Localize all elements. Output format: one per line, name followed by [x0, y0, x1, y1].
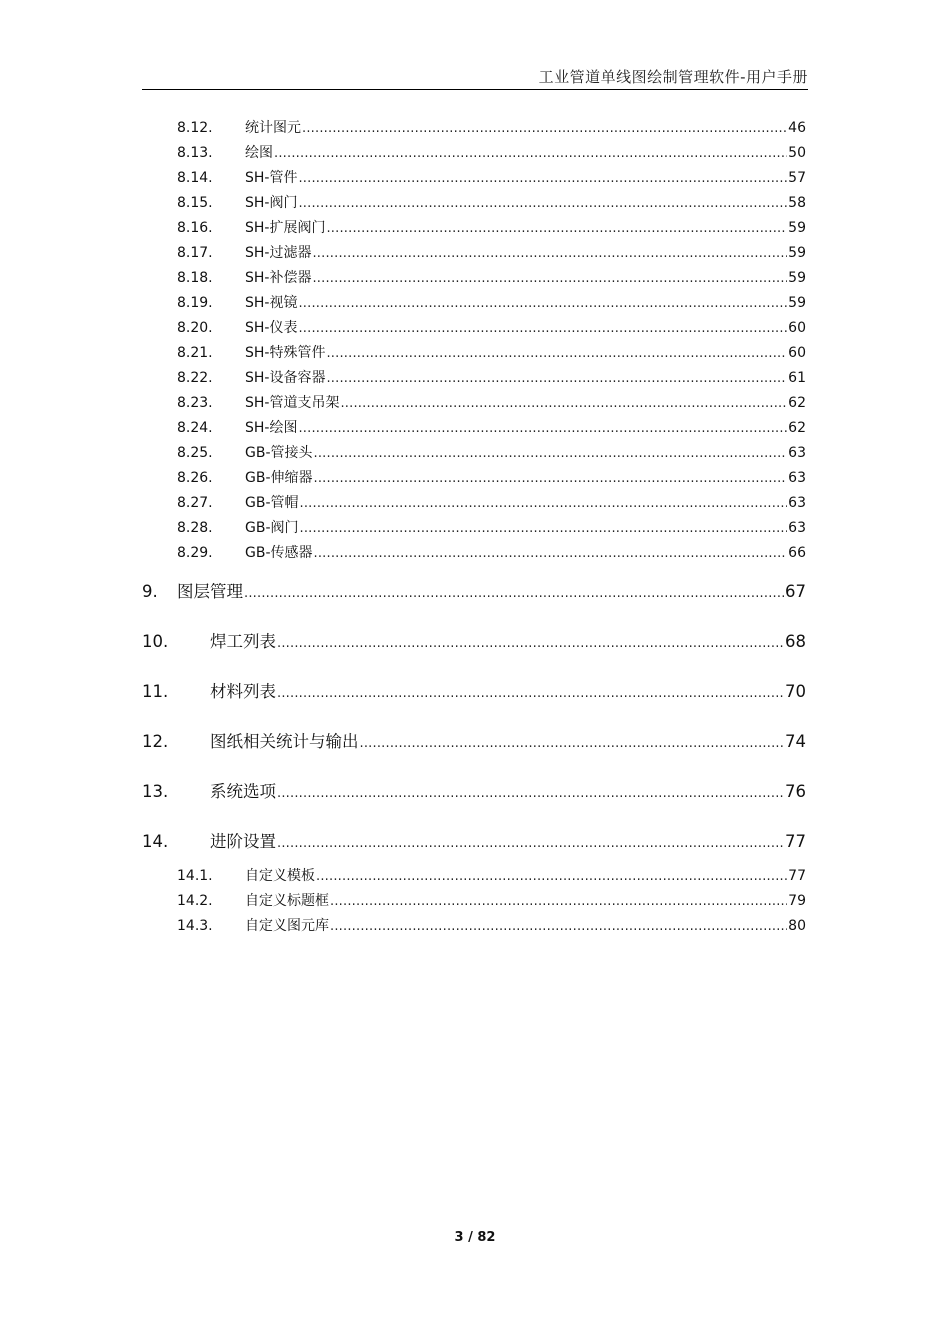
- toc-entry-page: 63: [788, 470, 806, 486]
- toc-entry-title: 焊工列表: [210, 632, 276, 651]
- toc-entry-page: 59: [788, 220, 806, 236]
- toc-entry-number: 8.19.: [177, 295, 213, 311]
- toc-entry-number: 8.20.: [177, 320, 213, 336]
- toc-entry-page: 79: [788, 893, 806, 909]
- toc-dot-leader: [330, 894, 787, 909]
- toc-entry-number: 8.12.: [177, 120, 213, 136]
- toc-dot-leader: [326, 346, 787, 361]
- toc-dot-leader: [277, 786, 784, 801]
- toc-entry-number: 8.26.: [177, 470, 213, 486]
- toc-entry[interactable]: [142, 492, 806, 514]
- toc-entry-page: 62: [788, 420, 806, 436]
- toc-entry-title: 自定义标题框: [245, 893, 329, 909]
- toc-entry-title: SH-绘图: [245, 420, 298, 436]
- toc-entry-title: 自定义图元库: [245, 918, 329, 934]
- toc-entry-page: 57: [788, 170, 806, 186]
- toc-entry-number: 14.1.: [177, 868, 213, 884]
- toc-entry-title: 材料列表: [210, 682, 276, 701]
- toc-entry[interactable]: [142, 865, 806, 887]
- toc-entry-number: 8.15.: [177, 195, 213, 211]
- toc-entry[interactable]: [142, 828, 806, 850]
- toc-dot-leader: [314, 471, 788, 486]
- toc-dot-leader: [277, 836, 784, 851]
- toc-entry-title: SH-扩展阀门: [245, 220, 326, 236]
- toc-entry-number: 14.3.: [177, 918, 213, 934]
- toc-entry[interactable]: [142, 915, 806, 937]
- toc-entry-number: 14.: [142, 832, 169, 851]
- toc-entry-title: GB-管接头: [245, 445, 313, 461]
- toc-entry-title: SH-仪表: [245, 320, 298, 336]
- toc-entry[interactable]: [142, 292, 806, 314]
- toc-entry[interactable]: [142, 142, 806, 164]
- toc-entry-page: 60: [788, 345, 806, 361]
- toc-entry-title: 进阶设置: [210, 832, 276, 851]
- toc-entry[interactable]: [142, 442, 806, 464]
- toc-entry-page: 80: [788, 918, 806, 934]
- toc-dot-leader: [314, 546, 788, 561]
- toc-dot-leader: [274, 146, 787, 161]
- toc-entry-title: SH-管件: [245, 170, 298, 186]
- toc-dot-leader: [314, 446, 788, 461]
- toc-dot-leader: [298, 296, 787, 311]
- toc-entry-number: 8.21.: [177, 345, 213, 361]
- toc-entry-page: 67: [785, 582, 806, 601]
- toc-entry-number: 8.24.: [177, 420, 213, 436]
- toc-entry-title: GB-阀门: [245, 520, 299, 536]
- toc-dot-leader: [298, 321, 787, 336]
- toc-entry-page: 62: [788, 395, 806, 411]
- toc-dot-leader: [326, 221, 787, 236]
- toc-entry-page: 66: [788, 545, 806, 561]
- toc-entry-title: 图纸相关统计与输出: [210, 732, 359, 751]
- toc-entry-number: 13.: [142, 782, 169, 801]
- toc-dot-leader: [312, 246, 787, 261]
- toc-dot-leader: [244, 586, 784, 601]
- toc-entry-title: 图层管理: [177, 582, 243, 601]
- toc-dot-leader: [298, 421, 787, 436]
- toc-dot-leader: [277, 636, 784, 651]
- toc-entry-number: 8.18.: [177, 270, 213, 286]
- toc-entry[interactable]: [142, 367, 806, 389]
- toc-entry-number: 8.25.: [177, 445, 213, 461]
- toc-entry[interactable]: [142, 117, 806, 139]
- toc-dot-leader: [298, 196, 787, 211]
- toc-entry[interactable]: [142, 342, 806, 364]
- toc-entry-page: 59: [788, 270, 806, 286]
- toc-entry-page: 74: [785, 732, 806, 751]
- toc-entry-page: 59: [788, 295, 806, 311]
- toc-entry-number: 8.17.: [177, 245, 213, 261]
- toc-entry-page: 68: [785, 632, 806, 651]
- toc-entry-page: 46: [788, 120, 806, 136]
- toc-entry[interactable]: [142, 392, 806, 414]
- toc-entry-number: 12.: [142, 732, 169, 751]
- toc-entry-title: 绘图: [245, 145, 273, 161]
- toc-dot-leader: [300, 521, 788, 536]
- toc-entry[interactable]: [142, 517, 806, 539]
- toc-entry-number: 8.13.: [177, 145, 213, 161]
- toc-entry-number: 8.23.: [177, 395, 213, 411]
- toc-entry-number: 8.22.: [177, 370, 213, 386]
- toc-entry-number: 8.14.: [177, 170, 213, 186]
- toc-dot-leader: [326, 371, 787, 386]
- toc-entry-number: 10.: [142, 632, 169, 651]
- toc-entry-page: 76: [785, 782, 806, 801]
- toc-entry-title: 系统选项: [210, 782, 276, 801]
- toc-dot-leader: [312, 271, 787, 286]
- toc-entry[interactable]: [142, 467, 806, 489]
- toc-dot-leader: [316, 869, 787, 884]
- toc-entry-number: 8.28.: [177, 520, 213, 536]
- document-header-title: 工业管道单线图绘制管理软件-用户手册: [538, 68, 808, 86]
- toc-entry-page: 63: [788, 445, 806, 461]
- table-of-contents: [142, 0, 806, 1344]
- toc-entry-page: 58: [788, 195, 806, 211]
- toc-entry[interactable]: [142, 778, 806, 800]
- toc-entry-number: 14.2.: [177, 893, 213, 909]
- toc-entry-title: SH-管道支吊架: [245, 395, 340, 411]
- toc-entry[interactable]: [142, 728, 806, 750]
- toc-entry-number: 8.27.: [177, 495, 213, 511]
- toc-dot-leader: [277, 686, 784, 701]
- toc-entry[interactable]: [142, 242, 806, 264]
- toc-entry-number: 8.29.: [177, 545, 213, 561]
- toc-entry-title: SH-过滤器: [245, 245, 312, 261]
- toc-entry[interactable]: [142, 628, 806, 650]
- toc-dot-leader: [340, 396, 787, 411]
- toc-entry-page: 70: [785, 682, 806, 701]
- toc-entry[interactable]: [142, 217, 806, 239]
- toc-entry-page: 77: [785, 832, 806, 851]
- toc-entry[interactable]: [142, 417, 806, 439]
- toc-entry[interactable]: [142, 890, 806, 912]
- toc-dot-leader: [298, 171, 787, 186]
- toc-entry-page: 63: [788, 520, 806, 536]
- toc-entry-number: 9.: [142, 582, 158, 601]
- page-number-footer: 3 / 82: [454, 1230, 496, 1245]
- toc-entry-page: 60: [788, 320, 806, 336]
- toc-entry-title: GB-传感器: [245, 545, 313, 561]
- toc-entry-title: SH-补偿器: [245, 270, 312, 286]
- toc-entry-page: 59: [788, 245, 806, 261]
- toc-entry-page: 77: [788, 868, 806, 884]
- toc-entry[interactable]: [142, 192, 806, 214]
- toc-entry-title: SH-阀门: [245, 195, 298, 211]
- toc-entry-title: GB-伸缩器: [245, 470, 313, 486]
- toc-entry-page: 61: [788, 370, 806, 386]
- toc-entry-title: SH-设备容器: [245, 370, 326, 386]
- toc-entry[interactable]: [142, 542, 806, 564]
- toc-entry[interactable]: [142, 678, 806, 700]
- toc-entry-page: 50: [788, 145, 806, 161]
- toc-entry[interactable]: [142, 267, 806, 289]
- toc-entry[interactable]: [142, 578, 806, 600]
- toc-dot-leader: [330, 919, 787, 934]
- toc-entry[interactable]: [142, 317, 806, 339]
- toc-entry[interactable]: [142, 167, 806, 189]
- toc-entry-number: 11.: [142, 682, 169, 701]
- toc-entry-title: 统计图元: [245, 120, 301, 136]
- toc-entry-title: SH-特殊管件: [245, 345, 326, 361]
- toc-entry-title: SH-视镜: [245, 295, 298, 311]
- toc-entry-title: 自定义模板: [245, 868, 315, 884]
- toc-entry-page: 63: [788, 495, 806, 511]
- toc-dot-leader: [300, 496, 788, 511]
- toc-dot-leader: [360, 736, 785, 751]
- toc-entry-title: GB-管帽: [245, 495, 299, 511]
- toc-dot-leader: [302, 121, 787, 136]
- toc-entry-number: 8.16.: [177, 220, 213, 236]
